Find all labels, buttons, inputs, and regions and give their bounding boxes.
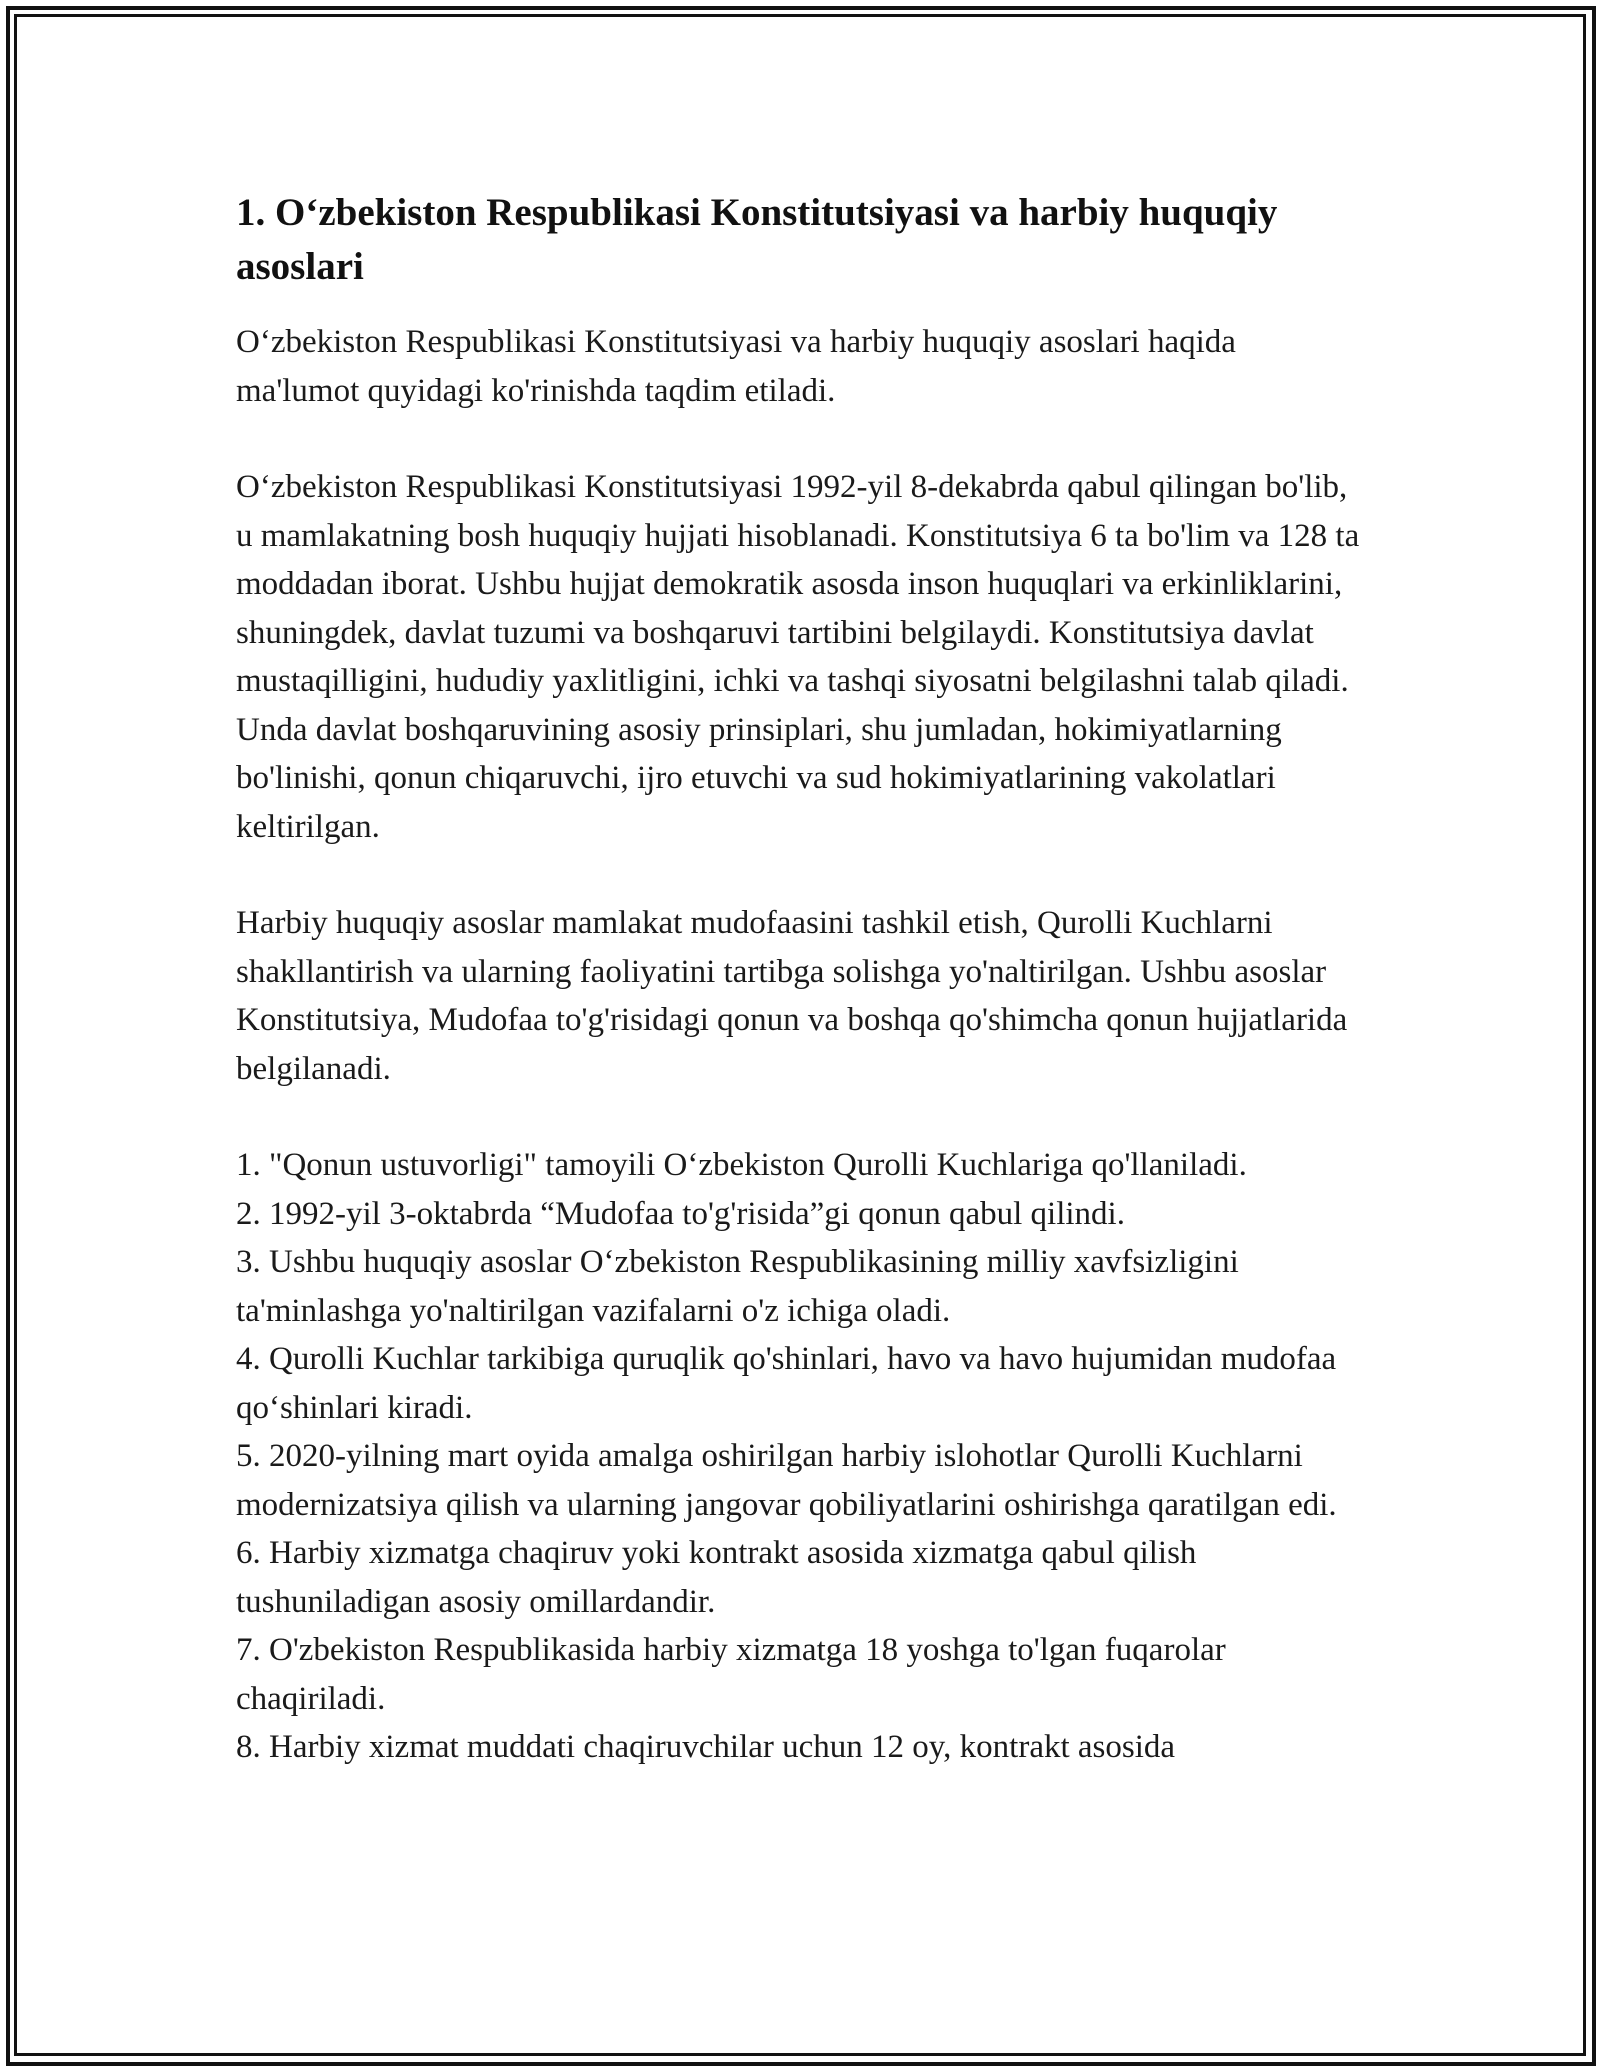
list-item: 1. "Qonun ustuvorligi" tamoyili O‘zbekiston Qurolli Kuchlariga qo'llaniladi.	[236, 1147, 1247, 1183]
list-item: 2. 1992-yil 3-oktabrda “Mudofaa to'g'risida”gi qonun qabul qilindi.	[236, 1195, 1125, 1232]
intro-paragraph: O‘zbekiston Respublikasi Konstitutsiyasi va harbiy huquqiy asoslari haqida ma'lumot quyidagi ko'rinishda taqdim etiladi.	[236, 324, 1236, 409]
list-item: 7. O'zbekiston Respublikasida harbiy xizmatga 18 yoshga to'lgan fuqarolar chaqiriladi.	[236, 1632, 1226, 1717]
document-title: 1. O‘zbekiston Respublikasi Konstitutsiyasi va harbiy huquqiy asoslari	[236, 191, 1278, 288]
facts-list	[236, 1141, 1366, 1772]
list-item: 8. Harbiy xizmat muddati chaqiruvchilar uchun 12 oy, kontrakt asosida	[236, 1729, 1176, 1765]
list-item: 5. 2020-yilning mart oyida amalga oshirilgan harbiy islohotlar Qurolli Kuchlarni modernizatsiya qilish va ularning jangovar qobiliyatlarini oshirishga qaratilgan edi.	[236, 1438, 1337, 1523]
list-item: 6. Harbiy xizmatga chaqiruv yoki kontrakt asosida xizmatga qabul qilish tushuniladigan asosiy omillardandir.	[236, 1535, 1197, 1620]
military-law-paragraph: Harbiy huquqiy asoslar mamlakat mudofaasini tashkil etish, Qurolli Kuchlarni shakllantirish va ularning faoliyatini tartibga solishga yo'naltirilgan. Ushbu asoslar Konstitutsiya, Mudofaa to'g'risidagi qonun va boshqa qo'shimcha qonun hujjatlarida belgilanadi.	[236, 905, 1348, 1087]
list-item: 3. Ushbu huquqiy asoslar O‘zbekiston Respublikasining milliy xavfsizligini ta'minlashga yo'naltirilgan vazifalarni o'z ichiga oladi.	[236, 1244, 1239, 1329]
list-item: 4. Qurolli Kuchlar tarkibiga quruqlik qo'shinlari, havo va havo hujumidan mudofaa qo‘shinlari kiradi.	[236, 1341, 1337, 1426]
document-body	[236, 186, 1366, 1772]
constitution-paragraph: O‘zbekiston Respublikasi Konstitutsiyasi 1992-yil 8-dekabrda qabul qilingan bo'lib, u mamlakatning bosh huquqiy hujjati hisoblanadi. Konstitutsiya 6 ta bo'lim va 128 ta moddadan iborat. Ushbu hujjat demokratik asosda inson huquqlari va erkinliklarini, shuningdek, davlat tuzumi va boshqaruvi tartibini belgilaydi. Konstitutsiya davlat mustaqilligini, hududiy yaxlitligini, ichki va tashqi siyosatni belgilashni talab qiladi. Unda davlat boshqaruvining asosiy prinsiplari, shu jumladan, hokimiyatlarning bo'linishi, qonun chiqaruvchi, ijro etuvchi va sud hokimiyatlarining vakolatlari keltirilgan.	[236, 469, 1360, 845]
